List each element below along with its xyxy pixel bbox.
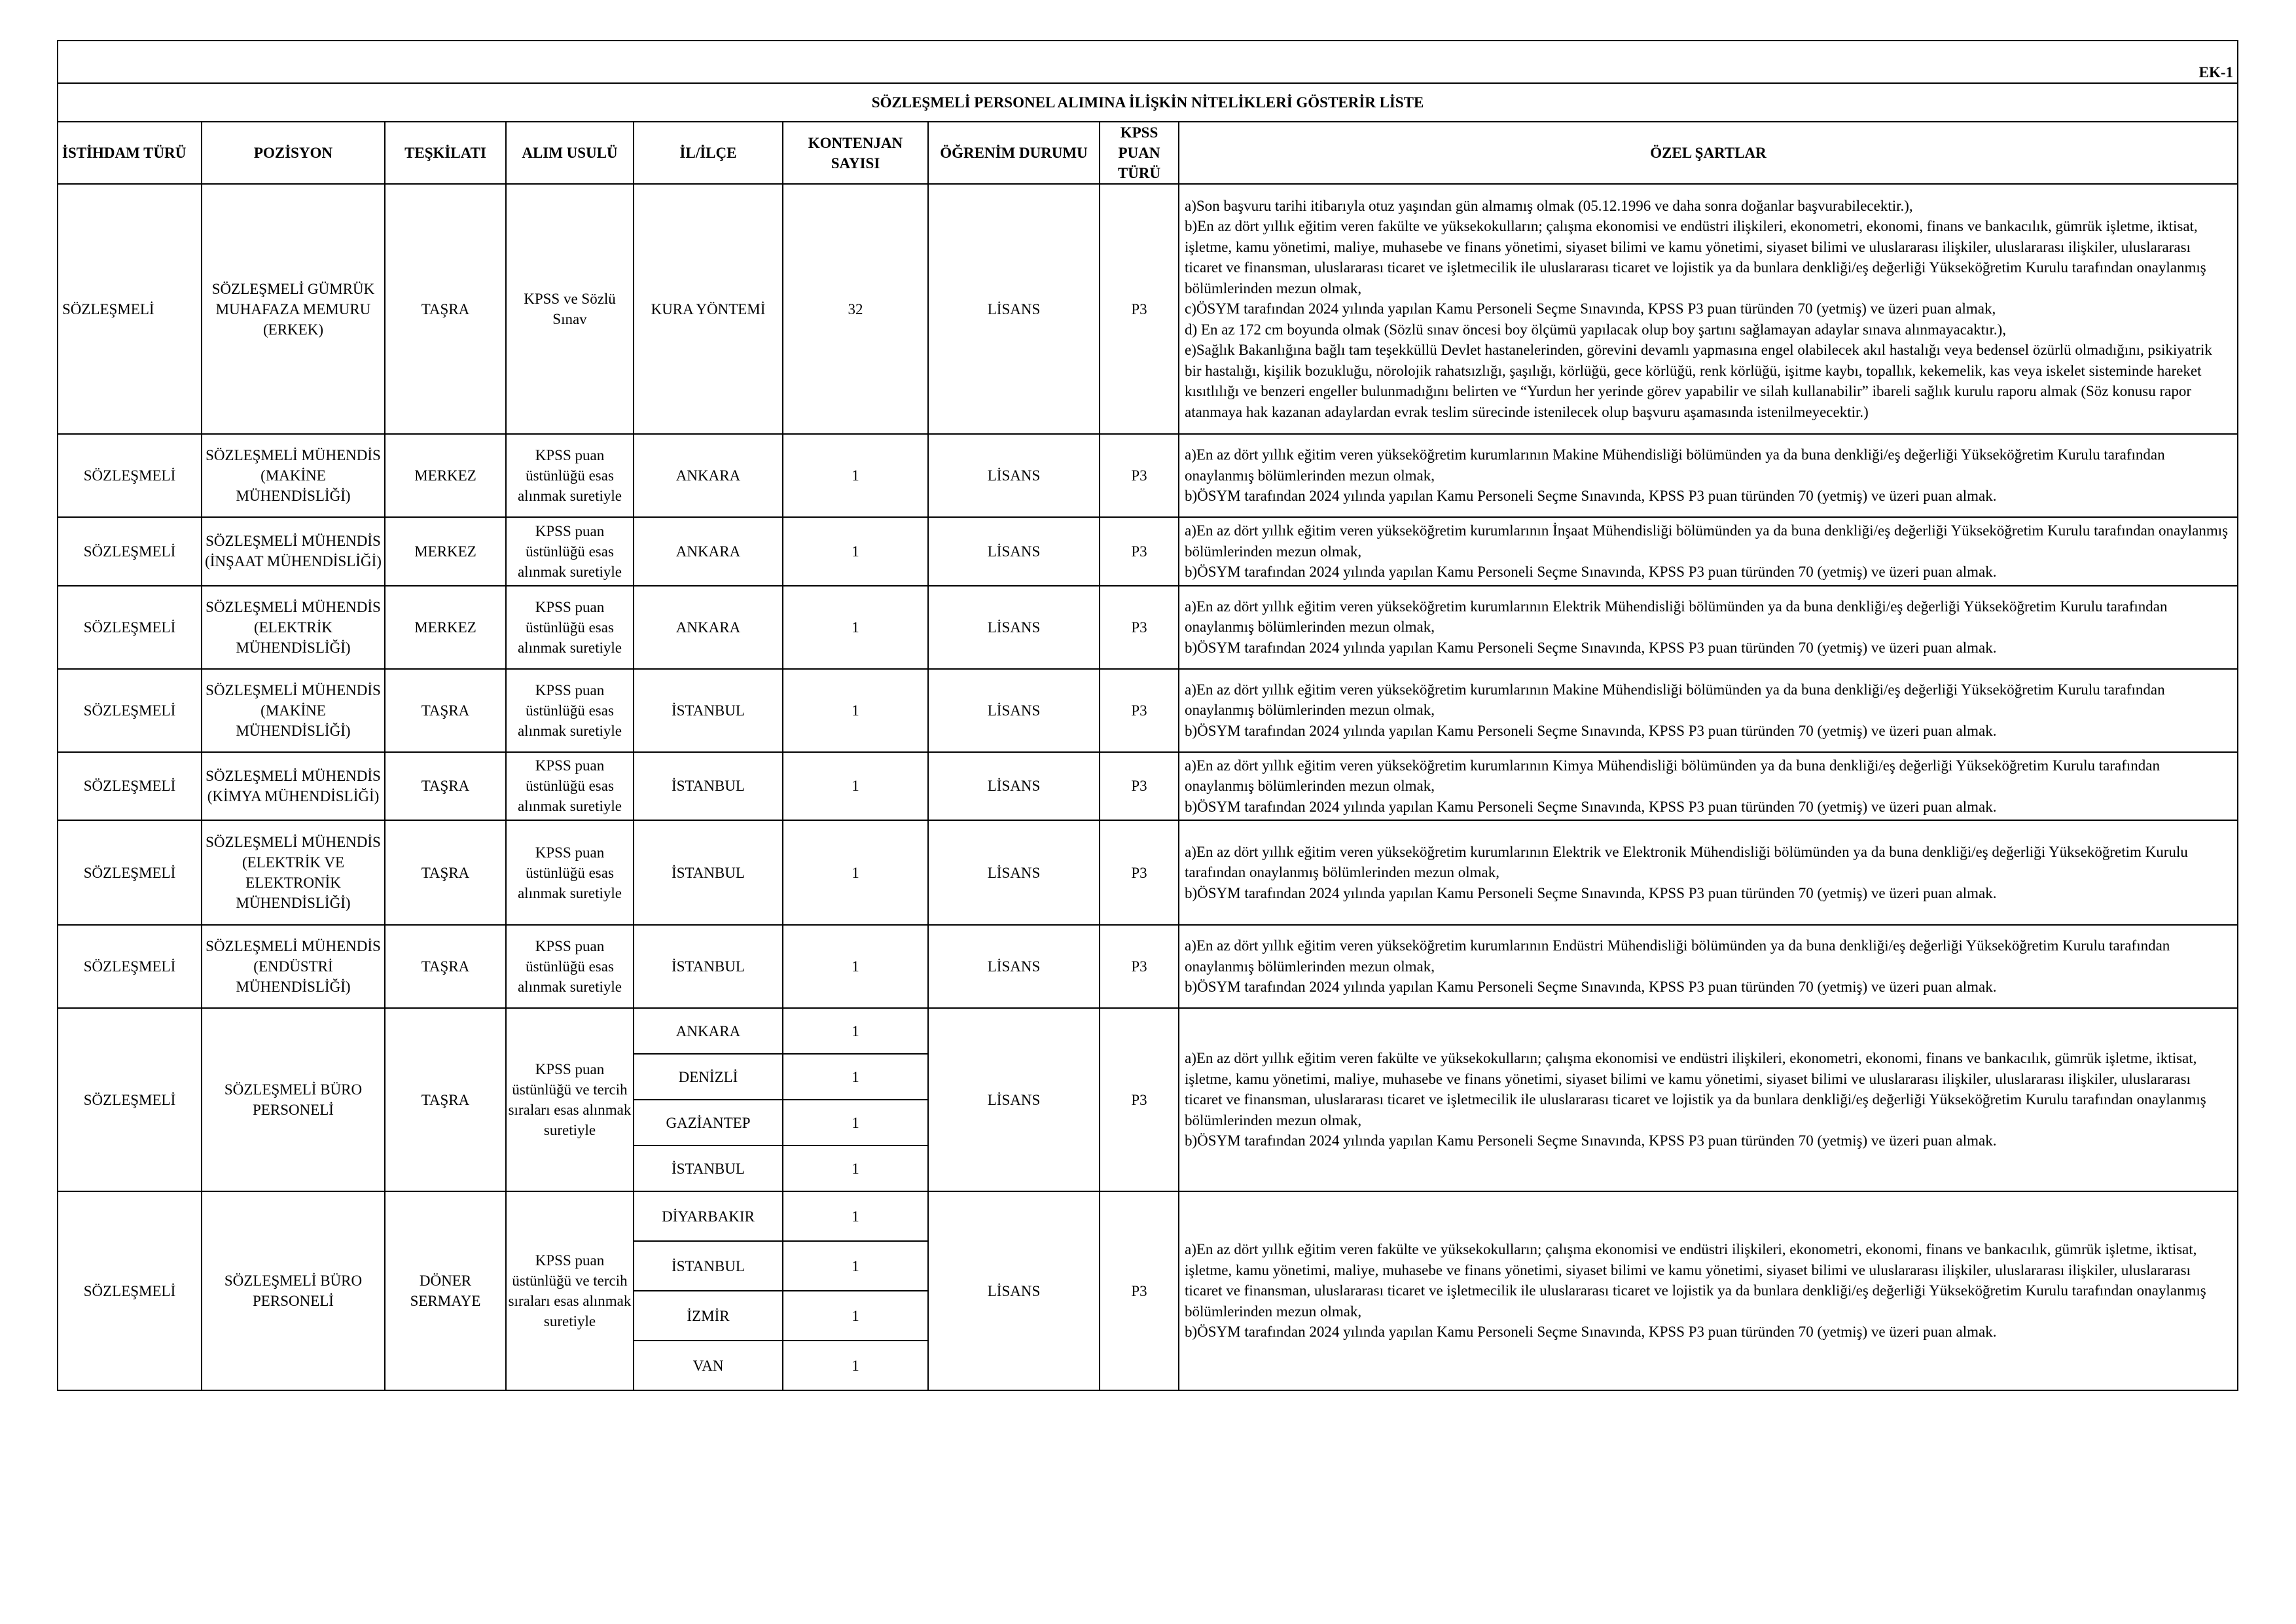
recruitment-method: KPSS puan üstünlüğü esas alınmak suretiyle [506,820,634,925]
organization: TAŞRA [385,669,506,752]
position: SÖZLEŞMELİ BÜRO PERSONELİ [202,1191,385,1390]
organization: TAŞRA [385,184,506,434]
quota: 1 [783,1341,928,1390]
organization: TAŞRA [385,925,506,1008]
recruitment-method: KPSS puan üstünlüğü esas alınmak suretiyle [506,925,634,1008]
ek-label: EK-1 [58,41,2238,83]
employment-type: SÖZLEŞMELİ [58,925,202,1008]
kpss-score-type: P3 [1100,820,1179,925]
kpss-score-type: P3 [1100,586,1179,669]
recruitment-method: KPSS puan üstünlüğü esas alınmak suretiyle [506,586,634,669]
province: DİYARBAKIR [634,1191,783,1241]
kpss-score-type: P3 [1100,752,1179,821]
condition-line: b)ÖSYM tarafından 2024 yılında yapılan Kamu Personeli Seçme Sınavında, KPSS P3 puan türünden 70 (yetmiş) ve üzeri puan almak. [1185,1132,1997,1149]
condition-line: c)ÖSYM tarafından 2024 yılında yapılan Kamu Personeli Seçme Sınavında, KPSS P3 puan türünden 70 (yetmiş) ve üzeri puan almak, [1185,300,1996,317]
quota: 1 [783,1054,928,1100]
kpss-score-type: P3 [1100,1191,1179,1390]
condition-line: d) En az 172 cm boyunda olmak (Sözlü sınav öncesi boy ölçümü yapılacak olup boy şartını sağlamayan adaylar sınava alınmayacaktır.), [1185,321,2007,338]
condition-line: a)En az dört yıllık eğitim veren yükseköğretim kurumlarının Elektrik Mühendisliği bölümünden ya da buna denkliği/eş değerliği Yükseköğretim Kurulu tarafından onaylanmış bölümlerinden mezun olmak, [1185,598,2168,636]
page-title: SÖZLEŞMELİ PERSONEL ALIMINA İLİŞKİN NİTELİKLERİ GÖSTERİR LİSTE [58,83,2238,122]
quota: 1 [783,517,928,586]
organization: MERKEZ [385,434,506,517]
employment-type: SÖZLEŞMELİ [58,1191,202,1390]
condition-line: b)En az dört yıllık eğitim veren fakülte ve yüksekokulların; çalışma ekonomisi ve endüstri ilişkileri, ekonometri, ekonomi, finans ve bankacılık, gümrük işletme, iktisat, işletme, kamu yönetimi, maliye, muhasebe ve finans yönetimi, siyaset bilimi ve kamu yönetimi, siyaset bilimi ve uluslararası ilişkiler, uluslararası ilişkiler, uluslararası ticaret ve finansman, uluslararası ticaret ve işletmecilik ile uluslararası ticaret ve lojistik ya da bunlara denkliği/eş değerliği Yükseköğretim Kurulu tarafından onaylanmış bölümlerinden mezun olmak, [1185,218,2206,297]
table-row [58,1008,2238,1054]
education-level: LİSANS [928,925,1100,1008]
position: SÖZLEŞMELİ BÜRO PERSONELİ [202,1008,385,1191]
special-conditions [1179,184,2238,434]
kpss-score-type: P3 [1100,517,1179,586]
position: SÖZLEŞMELİ MÜHENDİS (ELEKTRİK VE ELEKTRONİK MÜHENDİSLİĞİ) [202,820,385,925]
province: ANKARA [634,517,783,586]
province: ANKARA [634,1008,783,1054]
condition-line: b)ÖSYM tarafından 2024 yılında yapılan Kamu Personeli Seçme Sınavında, KPSS P3 puan türünden 70 (yetmiş) ve üzeri puan almak. [1185,488,1997,505]
kpss-score-type: P3 [1100,925,1179,1008]
kpss-score-type: P3 [1100,184,1179,434]
quota: 1 [783,820,928,925]
province: İSTANBUL [634,1146,783,1191]
province: İSTANBUL [634,820,783,925]
province: İSTANBUL [634,669,783,752]
province: VAN [634,1341,783,1390]
condition-line: a)En az dört yıllık eğitim veren yükseköğretim kurumlarının İnşaat Mühendisliği bölümünden ya da buna denkliği/eş değerliği Yükseköğretim Kurulu tarafından onaylanmış bölümlerinden mezun olmak, [1185,522,2229,560]
organization: TAŞRA [385,752,506,821]
recruitment-method: KPSS puan üstünlüğü ve tercih sıraları esas alınmak suretiyle [506,1008,634,1191]
table-row [58,669,2238,752]
quota: 1 [783,434,928,517]
education-level: LİSANS [928,434,1100,517]
employment-type: SÖZLEŞMELİ [58,1008,202,1191]
condition-line: a)En az dört yıllık eğitim veren yükseköğretim kurumlarının Kimya Mühendisliği bölümünden ya da buna denkliği/eş değerliği Yükseköğretim Kurulu tarafından onaylanmış bölümlerinden mezun olmak, [1185,757,2160,794]
education-level: LİSANS [928,752,1100,821]
recruitment-method: KPSS puan üstünlüğü ve tercih sıraları esas alınmak suretiyle [506,1191,634,1390]
special-conditions [1179,434,2238,517]
employment-type: SÖZLEŞMELİ [58,586,202,669]
quota: 1 [783,1008,928,1054]
condition-line: a)En az dört yıllık eğitim veren yükseköğretim kurumlarının Endüstri Mühendisliği bölümünden ya da buna denkliği/eş değerliği Yükseköğretim Kurulu tarafından onaylanmış bölümlerinden mezun olmak, [1185,937,2170,975]
quota: 1 [783,1100,928,1146]
table-row [58,752,2238,821]
condition-line: b)ÖSYM tarafından 2024 yılında yapılan Kamu Personeli Seçme Sınavında, KPSS P3 puan türünden 70 (yetmiş) ve üzeri puan almak. [1185,722,1997,739]
condition-line: a)Son başvuru tarihi itibarıyla otuz yaşından gün almamış olmak (05.12.1996 ve daha sonra doğanlar başvurabilecektir.), [1185,197,1913,214]
quota: 1 [783,669,928,752]
education-level: LİSANS [928,1191,1100,1390]
document-sheet [57,40,2237,1391]
top-row [58,41,2238,83]
position: SÖZLEŞMELİ MÜHENDİS (İNŞAAT MÜHENDİSLİĞİ) [202,517,385,586]
employment-type: SÖZLEŞMELİ [58,820,202,925]
organization: TAŞRA [385,820,506,925]
header-il: İL/İLÇE [634,122,783,184]
header-pozisyon: POZİSYON [202,122,385,184]
organization: MERKEZ [385,586,506,669]
condition-line: a)En az dört yıllık eğitim veren yükseköğretim kurumlarının Makine Mühendisliği bölümünden ya da buna denkliği/eş değerliği Yükseköğretim Kurulu tarafından onaylanmış bölümlerinden mezun olmak, [1185,681,2165,719]
position: SÖZLEŞMELİ GÜMRÜK MUHAFAZA MEMURU (ERKEK) [202,184,385,434]
employment-type: SÖZLEŞMELİ [58,752,202,821]
condition-line: a)En az dört yıllık eğitim veren fakülte ve yüksekokulların; çalışma ekonomisi ve endüstri ilişkileri, ekonometri, ekonomi, finans ve bankacılık, gümrük işletme, iktisat, işletme, kamu yönetimi, maliye, muhasebe ve finans yönetimi, siyaset bilimi ve kamu yönetimi, siyaset bilimi ve uluslararası ilişkiler, uluslararası ilişkiler, uluslararası ticaret ve finansman, uluslararası ticaret ve işletmecilik ile uluslararası ticaret ve lojistik ya da bunlara denkliği/eş değerliği Yükseköğretim Kurulu tarafından onaylanmış bölümlerinden mezun olmak, [1185,1050,2206,1128]
quota: 1 [783,1146,928,1191]
quota: 1 [783,1291,928,1341]
condition-line: a)En az dört yıllık eğitim veren yükseköğretim kurumlarının Makine Mühendisliği bölümünden ya da buna denkliği/eş değerliği Yükseköğretim Kurulu tarafından onaylanmış bölümlerinden mezun olmak, [1185,446,2165,484]
position: SÖZLEŞMELİ MÜHENDİS (KİMYA MÜHENDİSLİĞİ) [202,752,385,821]
recruitment-method: KPSS puan üstünlüğü esas alınmak suretiyle [506,669,634,752]
recruitment-method: KPSS ve Sözlü Sınav [506,184,634,434]
special-conditions [1179,1008,2238,1191]
header-kpss: KPSS PUAN TÜRÜ [1100,122,1179,184]
special-conditions [1179,820,2238,925]
employment-type: SÖZLEŞMELİ [58,434,202,517]
recruitment-method: KPSS puan üstünlüğü esas alınmak suretiyle [506,752,634,821]
personnel-table [57,40,2238,1391]
condition-line: b)ÖSYM tarafından 2024 yılında yapılan Kamu Personeli Seçme Sınavında, KPSS P3 puan türünden 70 (yetmiş) ve üzeri puan almak. [1185,798,1997,815]
education-level: LİSANS [928,820,1100,925]
province: ANKARA [634,434,783,517]
kpss-score-type: P3 [1100,1008,1179,1191]
condition-line: b)ÖSYM tarafından 2024 yılında yapılan Kamu Personeli Seçme Sınavında, KPSS P3 puan türünden 70 (yetmiş) ve üzeri puan almak. [1185,1324,1997,1341]
table-row [58,1191,2238,1241]
position: SÖZLEŞMELİ MÜHENDİS (MAKİNE MÜHENDİSLİĞİ) [202,669,385,752]
quota: 1 [783,1191,928,1241]
special-conditions [1179,669,2238,752]
quota: 32 [783,184,928,434]
position: SÖZLEŞMELİ MÜHENDİS (ENDÜSTRİ MÜHENDİSLİĞİ) [202,925,385,1008]
province: GAZİANTEP [634,1100,783,1146]
condition-line: b)ÖSYM tarafından 2024 yılında yapılan Kamu Personeli Seçme Sınavında, KPSS P3 puan türünden 70 (yetmiş) ve üzeri puan almak. [1185,639,1997,656]
province: İSTANBUL [634,1241,783,1291]
position: SÖZLEŞMELİ MÜHENDİS (MAKİNE MÜHENDİSLİĞİ) [202,434,385,517]
condition-line: b)ÖSYM tarafından 2024 yılında yapılan Kamu Personeli Seçme Sınavında, KPSS P3 puan türünden 70 (yetmiş) ve üzeri puan almak. [1185,564,1997,580]
recruitment-method: KPSS puan üstünlüğü esas alınmak suretiyle [506,517,634,586]
table-row [58,820,2238,925]
header-kontenjan: KONTENJAN SAYISI [783,122,928,184]
education-level: LİSANS [928,517,1100,586]
table-row [58,434,2238,517]
condition-line: e)Sağlık Bakanlığına bağlı tam teşekküllü Devlet hastanelerinden, görevini devamlı yapmasına engel olabilecek akıl hastalığı veya bedensel özürlü olmadığını, psikiyatrik bir hastalığı, kişilik bozukluğu, nörolojik rahatsızlığı, şaşılığı, körlüğü, gece körlüğü, renk körlüğü, işitme kaybı, topallık, kekemelik, kas veya iskelet sisteminde hareket kısıtlılığı ve benzeri engeller bulunmadığını belirten ve “Yurdun her yerinde görev yapabilir ve silah kullanabilir” ibareli sağlık kurulu raporu almak (Söz konusu rapor atanmaya hak kazanan adaylardan evrak teslim sürecinde istenilecek olup başvuru aşamasında istenilmeyecektir.) [1185,342,2212,420]
recruitment-method: KPSS puan üstünlüğü esas alınmak suretiyle [506,434,634,517]
table-row [58,517,2238,586]
header-teskilati: TEŞKİLATI [385,122,506,184]
quota: 1 [783,925,928,1008]
employment-type: SÖZLEŞMELİ [58,669,202,752]
header-ogrenim: ÖĞRENİM DURUMU [928,122,1100,184]
table-row [58,586,2238,669]
condition-line: a)En az dört yıllık eğitim veren fakülte ve yüksekokulların; çalışma ekonomisi ve endüstri ilişkileri, ekonometri, ekonomi, finans ve bankacılık, gümrük işletme, iktisat, işletme, kamu yönetimi, maliye, muhasebe ve finans yönetimi, siyaset bilimi ve kamu yönetimi, siyaset bilimi ve uluslararası ilişkiler, uluslararası ilişkiler, uluslararası ticaret ve finansman, uluslararası ticaret ve işletmecilik ile uluslararası ticaret ve lojistik ya da bunlara denkliği/eş değerliği Yükseköğretim Kurulu tarafından onaylanmış bölümlerinden mezun olmak, [1185,1241,2206,1320]
header-row [58,122,2238,184]
employment-type: SÖZLEŞMELİ [58,517,202,586]
education-level: LİSANS [928,669,1100,752]
condition-line: a)En az dört yıllık eğitim veren yükseköğretim kurumlarının Elektrik ve Elektronik Mühendisliği bölümünden ya da buna denkliği/eş değerliği Yükseköğretim Kurulu tarafından onaylanmış bölümlerinden mezun olmak, [1185,843,2188,881]
organization: DÖNER SERMAYE [385,1191,506,1390]
header-ozel: ÖZEL ŞARTLAR [1179,122,2238,184]
kpss-score-type: P3 [1100,669,1179,752]
education-level: LİSANS [928,184,1100,434]
quota: 1 [783,586,928,669]
education-level: LİSANS [928,1008,1100,1191]
header-istihdam: İSTİHDAM TÜRÜ [58,122,202,184]
special-conditions [1179,752,2238,821]
special-conditions [1179,586,2238,669]
special-conditions [1179,1191,2238,1390]
table-row [58,184,2238,434]
title-row [58,83,2238,122]
employment-type: SÖZLEŞMELİ [58,184,202,434]
quota: 1 [783,752,928,821]
organization: TAŞRA [385,1008,506,1191]
organization: MERKEZ [385,517,506,586]
province: DENİZLİ [634,1054,783,1100]
kpss-score-type: P3 [1100,434,1179,517]
province: İZMİR [634,1291,783,1341]
province: KURA YÖNTEMİ [634,184,783,434]
condition-line: b)ÖSYM tarafından 2024 yılında yapılan Kamu Personeli Seçme Sınavında, KPSS P3 puan türünden 70 (yetmiş) ve üzeri puan almak. [1185,884,1997,901]
header-alim: ALIM USULÜ [506,122,634,184]
education-level: LİSANS [928,586,1100,669]
province: İSTANBUL [634,925,783,1008]
special-conditions [1179,925,2238,1008]
special-conditions [1179,517,2238,586]
position: SÖZLEŞMELİ MÜHENDİS (ELEKTRİK MÜHENDİSLİĞİ) [202,586,385,669]
table-row [58,925,2238,1008]
condition-line: b)ÖSYM tarafından 2024 yılında yapılan Kamu Personeli Seçme Sınavında, KPSS P3 puan türünden 70 (yetmiş) ve üzeri puan almak. [1185,979,1997,996]
province: İSTANBUL [634,752,783,821]
quota: 1 [783,1241,928,1291]
province: ANKARA [634,586,783,669]
